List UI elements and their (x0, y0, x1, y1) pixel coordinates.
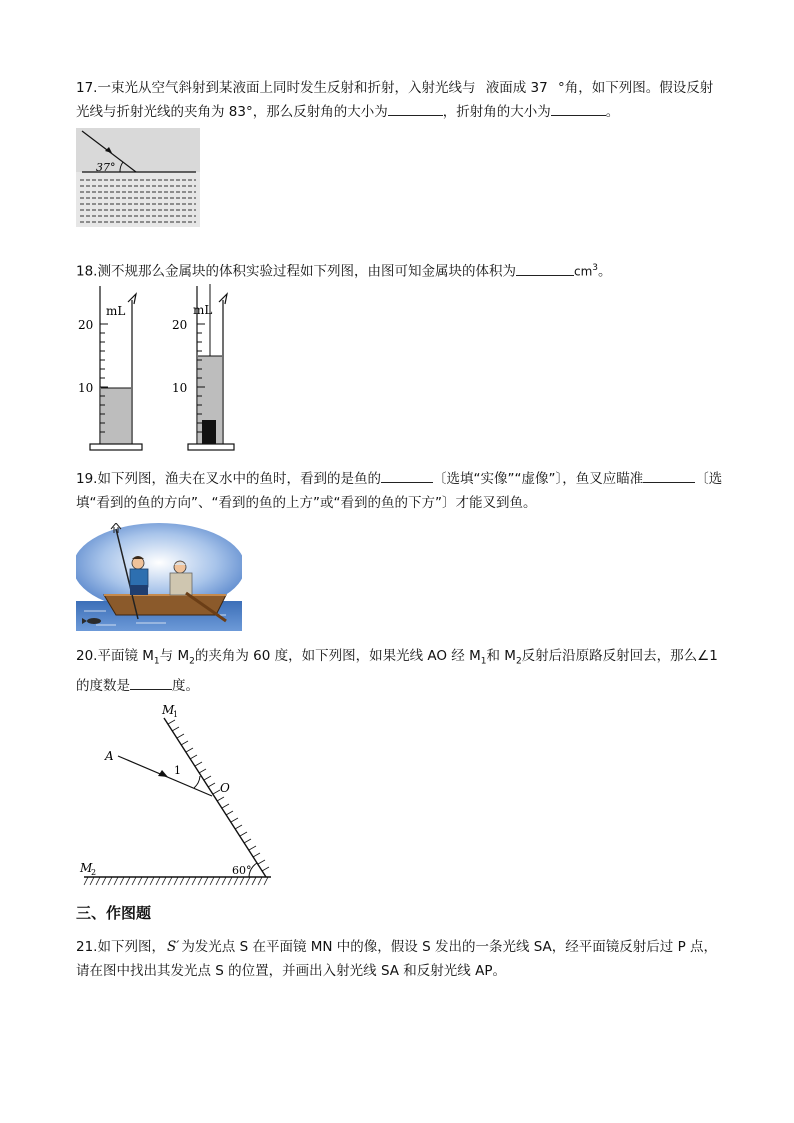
q20-text-e: 反射后沿原路反射回去，那么∠1 的度数是 (76, 648, 718, 694)
q17-text-b: 液面成 37 (485, 80, 548, 96)
cyl2-tick-10: 10 (172, 381, 188, 395)
label-m1-sub: 1 (173, 710, 179, 719)
q17-text-c: °角，如下列图。假设反射光线与折射光线的夹角为 83°，那么反射角的大小为 (76, 80, 714, 120)
cyl1-tick-20: 20 (78, 318, 94, 332)
q20-text-c: 的夹角为 60 度，如下列图，如果光线 AO 经 M (194, 648, 481, 664)
q17-blank-refraction-angle[interactable] (551, 100, 606, 116)
cyl2-tick-20: 20 (172, 318, 188, 332)
q20-sub-1: 1 (153, 656, 160, 667)
q19-blank-image-type[interactable] (381, 467, 433, 483)
q17-figure (76, 128, 200, 227)
q20-sub-4: 2 (515, 656, 522, 667)
q17-blank-reflection-angle[interactable] (388, 100, 443, 116)
q21-text-b: 为发光点 S 在平面镜 MN 中的像，假设 S 发出的一条光线 SA，经平面镜反射后过 P 点，请在图中找出其发光点 S 的位置，并画出入射光线 SA 和反射光线 AP。 (76, 939, 718, 979)
q20-text-d: 和 M (486, 648, 516, 664)
section-title-drawing: 三、作图题 (76, 904, 152, 922)
q20-sub-3: 1 (480, 656, 487, 667)
q21-s-prime: S′ (166, 939, 180, 955)
q19-text-c: 〔选填“看到的鱼的方向”、“看到的鱼的上方”或“看到的鱼的下方”〕才能叉到鱼。 (76, 471, 723, 511)
q21-text-a: 21.如下列图， (76, 939, 165, 955)
label-m2-sub: 2 (91, 868, 97, 877)
q17-angle-label: 37° (96, 161, 116, 174)
label-o: O (220, 781, 230, 795)
cyl1-unit: mL (106, 304, 126, 318)
q19-figure-fisherman (76, 523, 242, 631)
q20-sub-2: 2 (189, 656, 195, 667)
question-20 (76, 644, 726, 698)
q18-text-a: 18.测不规那么金属块的体积实验过程如下列图，由图可知金属块的体积为 (76, 263, 516, 280)
q20-text-f: 度。 (172, 677, 199, 694)
q20-blank-angle-1[interactable] (130, 674, 172, 690)
label-angle-1: 1 (174, 764, 181, 777)
label-angle-60: 60° (232, 864, 252, 877)
q20-figure-mirrors (76, 696, 286, 892)
q19-blank-aim-direction[interactable] (643, 467, 695, 483)
q18-unit: cm (573, 264, 593, 279)
graduated-cylinder-before (78, 286, 142, 450)
metal-block (202, 420, 216, 444)
question-19 (76, 467, 726, 515)
q20-text-b: 与 M (159, 648, 190, 664)
q17-text-d: ，折射角的大小为 (442, 104, 551, 120)
water-before (101, 388, 131, 444)
label-m2: M (80, 861, 93, 875)
q20-text-a: 20.平面镜 M (76, 648, 154, 664)
question-18 (76, 256, 726, 284)
q18-figure (76, 282, 246, 457)
question-21 (76, 935, 726, 983)
label-a: A (105, 749, 114, 763)
q18-blank-volume[interactable] (516, 260, 574, 276)
q17-text-e: 。 (605, 104, 620, 120)
cyl1-tick-10: 10 (78, 381, 94, 395)
q19-text-b: 〔选填“实像”“虚像”〕，鱼叉应瞄准 (432, 471, 644, 487)
q18-unit-sup: 3 (592, 263, 598, 273)
label-m1: M (162, 703, 175, 717)
cyl2-unit: mL (193, 303, 213, 317)
q18-text-e: 。 (598, 263, 612, 280)
graduated-cylinder-after (172, 284, 234, 450)
q19-text-a: 19.如下列图，渔夫在叉水中的鱼时，看到的是鱼的 (76, 471, 381, 487)
q17-text-a: 17.一束光从空气斜射到某液面上同时发生反射和折射，入射光线与 (76, 80, 476, 96)
question-17 (76, 76, 726, 124)
